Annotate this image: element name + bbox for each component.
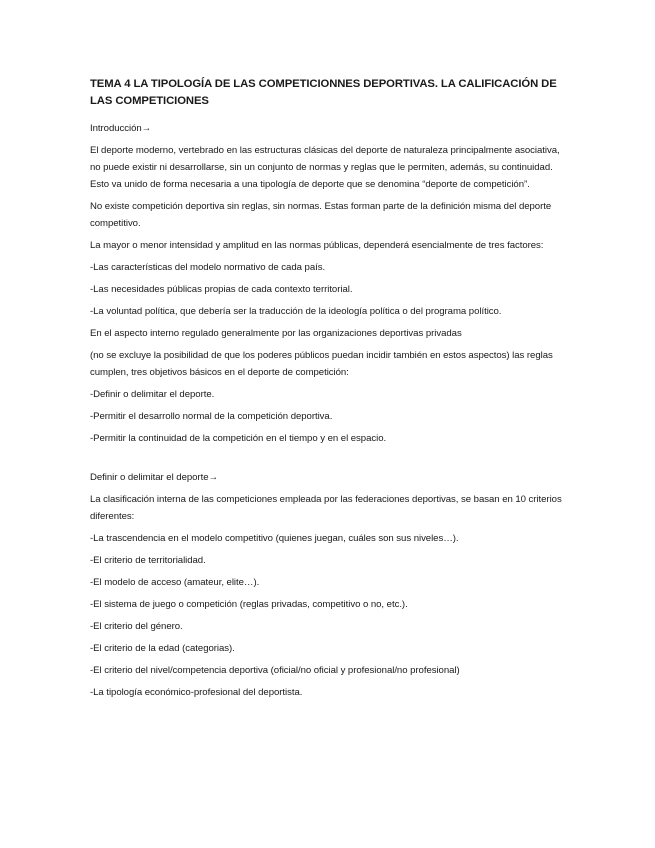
- document-body: [90, 76, 570, 706]
- factor-item: -La voluntad política, que debería ser la traducción de la ideología política o del programa político.: [90, 306, 502, 317]
- criterion-item: -El sistema de juego o competición (reglas privadas, competitivo o no, etc.).: [90, 599, 408, 610]
- intro-heading: Introducción→: [90, 123, 152, 134]
- factor-item: -Las características del modelo normativo de cada país.: [90, 262, 326, 273]
- criterion-item: -El criterio del género.: [90, 621, 183, 632]
- paragraph-rules: No existe competición deportiva sin reglas, sin normas. Estas forman parte de la definición misma del deporte competitivo.: [90, 201, 552, 229]
- factor-item: -Las necesidades públicas propias de cada contexto territorial.: [90, 284, 353, 295]
- document-title: TEMA 4 LA TIPOLOGÍA DE LAS COMPETICIONNES DEPORTIVAS. LA CALIFICACIÓN DE LAS COMPETICIONES: [90, 78, 557, 107]
- spacer: [90, 452, 570, 469]
- objective-item: -Definir o delimitar el deporte.: [90, 389, 215, 400]
- criterion-item: -El criterio de la edad (categorias).: [90, 643, 235, 654]
- paragraph-objectives: (no se excluye la posibilidad de que los poderes públicos puedan incidir también en estos aspectos) las reglas cumplen, tres objetivos básicos en el deporte de competición:: [90, 350, 553, 378]
- criterion-item: -El criterio de territorialidad.: [90, 555, 206, 566]
- section-heading-define-sport: Definir o delimitar el deporte→: [90, 472, 219, 483]
- paragraph-intro: El deporte moderno, vertebrado en las estructuras clásicas del deporte de naturaleza principalmente asociativa, no puede existir ni desarrollarse, sin un conjunto de normas y reglas que le permiten, además, su continuidad. Esto va unido de forma necesaria a una tipología de deporte que se denomina “deporte de competición”.: [90, 145, 560, 190]
- paragraph-factors: La mayor o menor intensidad y amplitud en las normas públicas, dependerá esencialmente de tres factores:: [90, 240, 544, 251]
- objective-item: -Permitir el desarrollo normal de la competición deportiva.: [90, 411, 333, 422]
- objective-item: -Permitir la continuidad de la competición en el tiempo y en el espacio.: [90, 433, 387, 444]
- paragraph-classification: La clasificación interna de las competiciones empleada por las federaciones deportivas, se basan en 10 criterios diferentes:: [90, 494, 562, 522]
- criterion-item: -La trascendencia en el modelo competitivo (quienes juegan, cuáles son sus niveles…).: [90, 533, 459, 544]
- paragraph-internal-aspect: En el aspecto interno regulado generalmente por las organizaciones deportivas privadas: [90, 328, 462, 339]
- criterion-item: -La tipología económico-profesional del deportista.: [90, 687, 303, 698]
- criterion-item: -El criterio del nivel/competencia deportiva (oficial/no oficial y profesional/no profesional): [90, 665, 460, 676]
- criterion-item: -El modelo de acceso (amateur, elite…).: [90, 577, 260, 588]
